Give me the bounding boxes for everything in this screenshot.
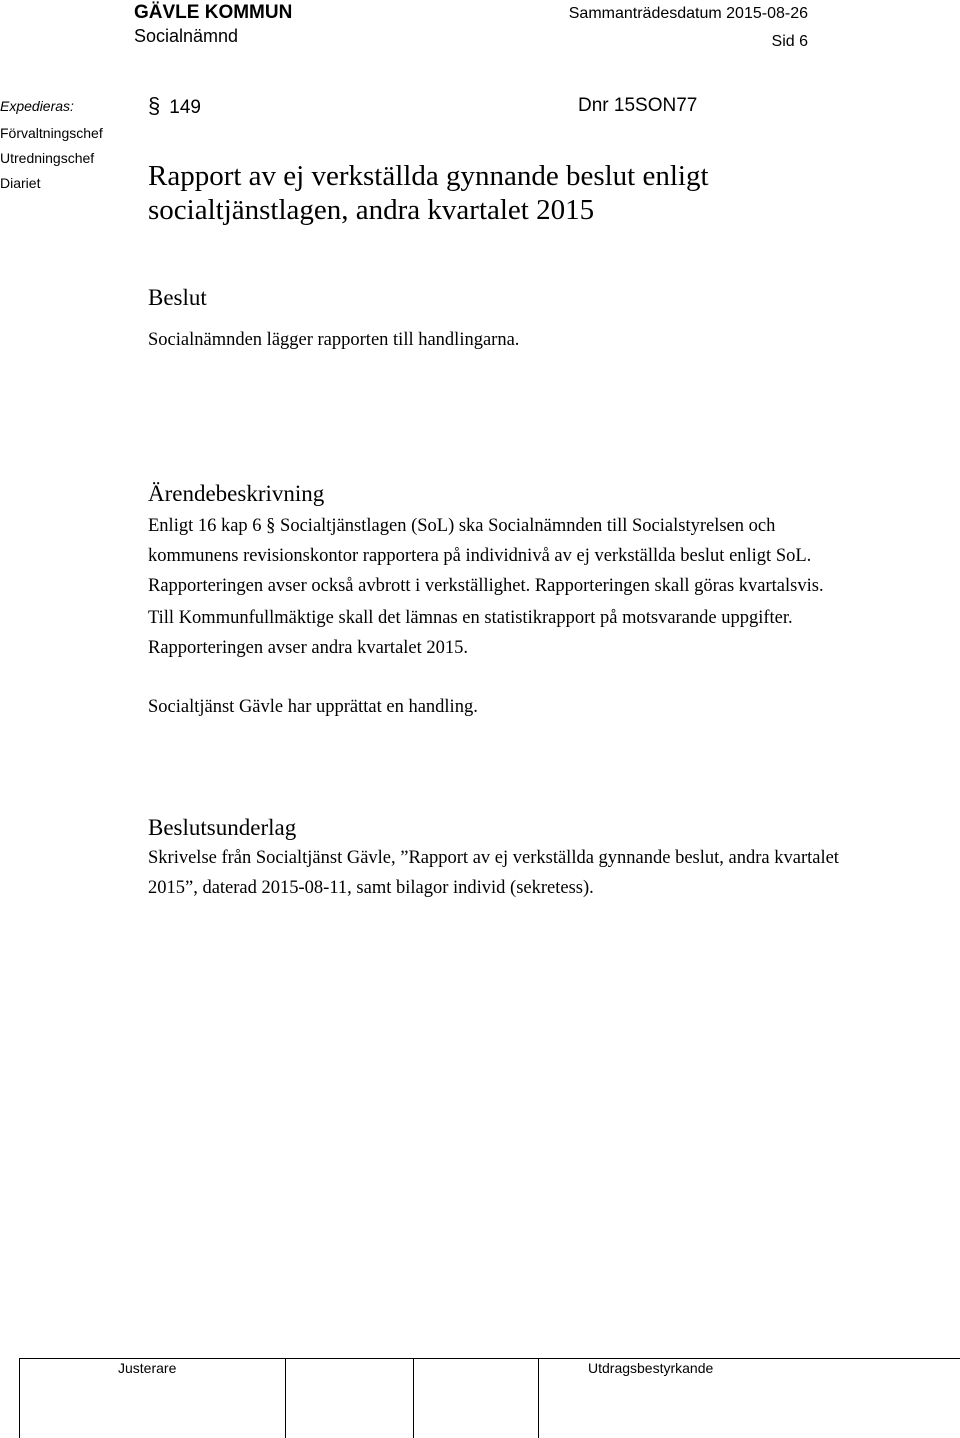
paragraph-number <box>148 93 201 119</box>
recipient-utredningschef: Utredningschef <box>0 150 95 166</box>
footer-divider <box>538 1358 539 1438</box>
beslut-text: Socialnämnden lägger rapporten till handlingarna. <box>148 330 520 350</box>
section-beslutsunderlag <box>148 813 848 903</box>
arendebeskrivning-heading: Ärendebeskrivning <box>148 481 325 506</box>
footer-divider <box>413 1358 414 1438</box>
footer-top-border <box>19 1358 960 1359</box>
beslut-heading: Beslut <box>148 285 207 310</box>
justerare-label: Justerare <box>118 1360 177 1376</box>
beslutsunderlag-heading: Beslutsunderlag <box>148 815 297 840</box>
paragraph-number-value: 149 <box>169 97 201 118</box>
footer-divider <box>285 1358 286 1438</box>
section-symbol: § <box>148 93 161 118</box>
beslutsunderlag-text: Skrivelse från Socialtjänst Gävle, ”Rapport av ej verkställda gynnande beslut, andra kvartalet 2015”, daterad 2015-08-11, samt bilagor individ (sekretess). <box>148 848 839 898</box>
arendebeskrivning-paragraph: Enligt 16 kap 6 § Socialtjänstlagen (SoL) ska Socialnämnden till Socialstyrelsen och kommunens revisionskontor rapportera på individnivå av ej verkställda beslut enligt SoL. Rapporteringen avser också avbrott i verkställighet. Rapporteringen skall göras kvartalsvis. <box>148 516 824 596</box>
arendebeskrivning-paragraph: Socialtjänst Gävle har upprättat en handling. <box>148 697 478 717</box>
diary-number: Dnr 15SON77 <box>578 95 698 116</box>
organization-name: GÄVLE KOMMUN <box>134 2 293 23</box>
page-number: Sid 6 <box>771 33 808 50</box>
section-beslut <box>148 283 848 355</box>
organization-unit: Socialnämnd <box>134 26 239 46</box>
expedieras-label: Expedieras: <box>0 98 74 114</box>
footer-divider <box>19 1358 20 1438</box>
meeting-date: Sammanträdesdatum 2015-08-26 <box>568 5 808 22</box>
recipient-forvaltningschef: Förvaltningschef <box>0 125 103 141</box>
recipient-diariet: Diariet <box>0 175 41 191</box>
document-title: Rapport av ej verkställda gynnande beslut enligt socialtjänstlagen, andra kvartalet 2015 <box>148 160 709 226</box>
arendebeskrivning-paragraph: Till Kommunfullmäktige skall det lämnas en statistikrapport på motsvarande uppgifter. Rapporteringen avser andra kvartalet 2015. <box>148 608 793 658</box>
section-arendebeskrivning <box>148 479 848 722</box>
utdragsbestyrkande-label: Utdragsbestyrkande <box>588 1360 714 1376</box>
